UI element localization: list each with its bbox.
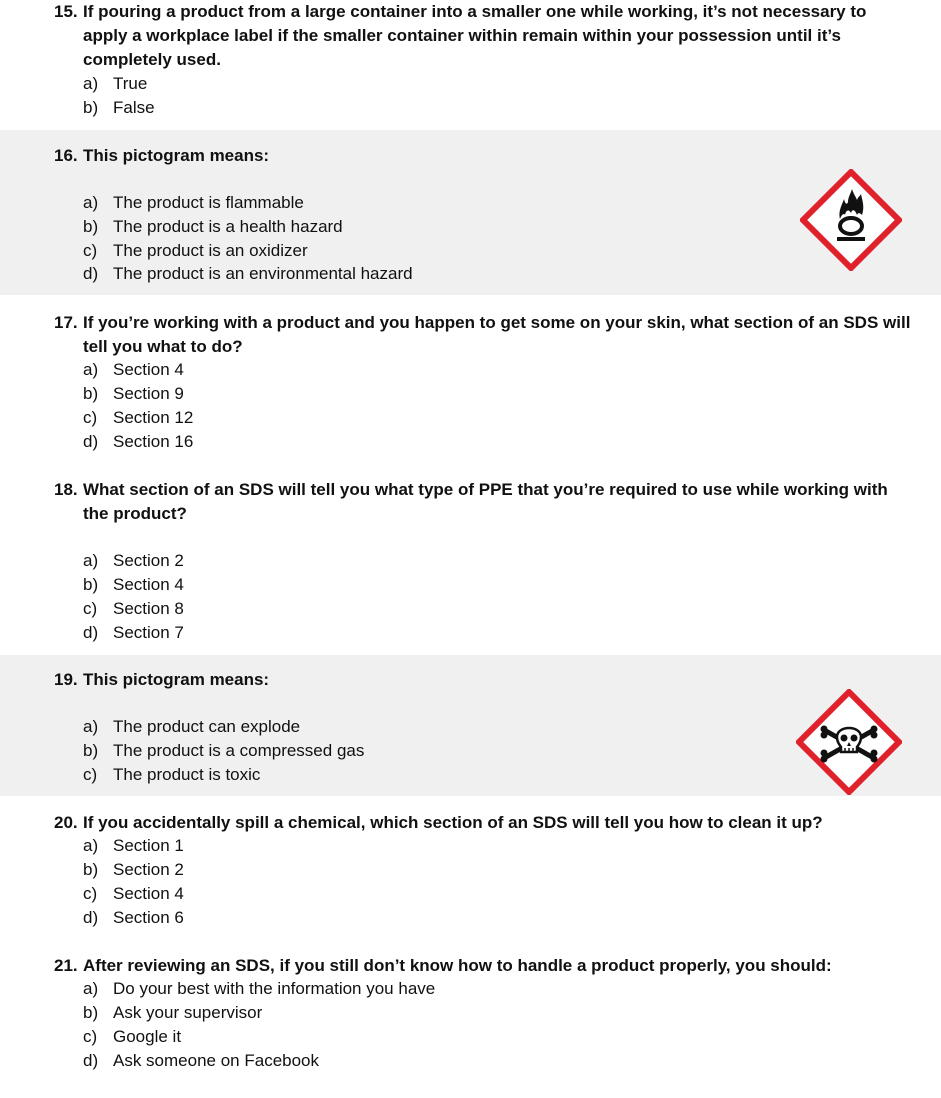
question-text: If pouring a product from a large container into a smaller one while working, it’s not necessary to apply a workplace label if the smaller container within remain within your possession until it’s completely used. (83, 2, 867, 69)
option-letter: d) (83, 908, 99, 927)
option-text: Section 8 (113, 599, 184, 618)
option-text: Section 12 (113, 408, 194, 427)
option-letter: c) (83, 599, 98, 618)
option-21a (83, 977, 435, 1001)
option-18a (83, 549, 184, 573)
option-21b (83, 1001, 262, 1025)
option-text: Section 2 (113, 860, 184, 879)
question-number: 16. (54, 146, 78, 165)
option-15b (83, 96, 155, 120)
option-letter: b) (83, 217, 99, 236)
option-text: The product is toxic (113, 765, 261, 784)
option-text: The product is a health hazard (113, 217, 343, 236)
option-letter: b) (83, 741, 99, 760)
option-18d (83, 621, 184, 645)
option-letter: d) (83, 623, 99, 642)
option-letter: c) (83, 1027, 98, 1046)
option-letter: a) (83, 717, 99, 736)
option-16d (83, 262, 413, 286)
option-21c (83, 1025, 181, 1049)
option-letter: a) (83, 979, 99, 998)
question-17 (54, 311, 914, 359)
option-text: Section 4 (113, 884, 184, 903)
option-17d (83, 430, 193, 454)
option-text: Section 16 (113, 432, 194, 451)
question-text: If you accidentally spill a chemical, which section of an SDS will tell you how to clean it up? (83, 813, 823, 832)
question-number: 20. (54, 813, 78, 832)
option-text: The product is flammable (113, 193, 304, 212)
option-text: Ask your supervisor (113, 1003, 263, 1022)
question-text: If you’re working with a product and you happen to get some on your skin, what section of an SDS will tell you what to do? (83, 313, 911, 356)
option-text: Section 6 (113, 908, 184, 927)
question-21 (54, 954, 914, 978)
option-letter: b) (83, 860, 99, 879)
question-text: This pictogram means: (83, 670, 270, 689)
option-20c (83, 882, 184, 906)
option-16c (83, 239, 308, 263)
option-21d (83, 1049, 319, 1073)
option-text: The product is an environmental hazard (113, 264, 413, 283)
option-letter: d) (83, 432, 99, 451)
option-text: Section 4 (113, 360, 184, 379)
option-letter: b) (83, 98, 99, 117)
option-text: Ask someone on Facebook (113, 1051, 320, 1070)
option-letter: a) (83, 551, 99, 570)
option-15a (83, 72, 147, 96)
option-letter: c) (83, 884, 98, 903)
option-text: Section 4 (113, 575, 184, 594)
option-letter: a) (83, 836, 99, 855)
question-text: What section of an SDS will tell you what type of PPE that you’re required to use while working with the product? (83, 480, 888, 523)
option-text: Section 2 (113, 551, 184, 570)
question-text: After reviewing an SDS, if you still don’t know how to handle a product properly, you should: (83, 956, 832, 975)
question-text: This pictogram means: (83, 146, 270, 165)
option-letter: c) (83, 241, 98, 260)
option-text: The product is an oxidizer (113, 241, 308, 260)
option-text: The product can explode (113, 717, 301, 736)
option-19c (83, 763, 260, 787)
option-letter: a) (83, 74, 99, 93)
option-text: False (113, 98, 155, 117)
option-20b (83, 858, 184, 882)
option-16a (83, 191, 304, 215)
option-17a (83, 358, 184, 382)
option-18b (83, 573, 184, 597)
question-19 (54, 668, 914, 692)
skull-crossbones-toxic-icon (796, 689, 902, 795)
flame-over-circle-oxidizer-icon (800, 169, 902, 271)
option-letter: c) (83, 765, 98, 784)
question-number: 19. (54, 670, 78, 689)
question-number: 21. (54, 956, 78, 975)
question-15 (54, 0, 914, 72)
option-20a (83, 834, 184, 858)
question-number: 18. (54, 480, 78, 499)
option-letter: d) (83, 1051, 99, 1070)
question-20 (54, 811, 914, 835)
question-18 (54, 478, 914, 526)
option-16b (83, 215, 343, 239)
option-letter: a) (83, 360, 99, 379)
option-text: Google it (113, 1027, 182, 1046)
option-17c (83, 406, 193, 430)
option-20d (83, 906, 184, 930)
option-text: Section 9 (113, 384, 184, 403)
option-19a (83, 715, 300, 739)
option-letter: b) (83, 575, 99, 594)
option-text: True (113, 74, 148, 93)
option-text: The product is a compressed gas (113, 741, 365, 760)
option-text: Do your best with the information you have (113, 979, 436, 998)
option-text: Section 7 (113, 623, 184, 642)
question-number: 17. (54, 313, 78, 332)
option-text: Section 1 (113, 836, 184, 855)
option-18c (83, 597, 184, 621)
option-letter: c) (83, 408, 98, 427)
option-letter: a) (83, 193, 99, 212)
option-letter: b) (83, 1003, 99, 1022)
option-19b (83, 739, 364, 763)
option-17b (83, 382, 184, 406)
option-letter: d) (83, 264, 99, 283)
question-number: 15. (54, 2, 78, 21)
question-16 (54, 144, 914, 168)
option-letter: b) (83, 384, 99, 403)
